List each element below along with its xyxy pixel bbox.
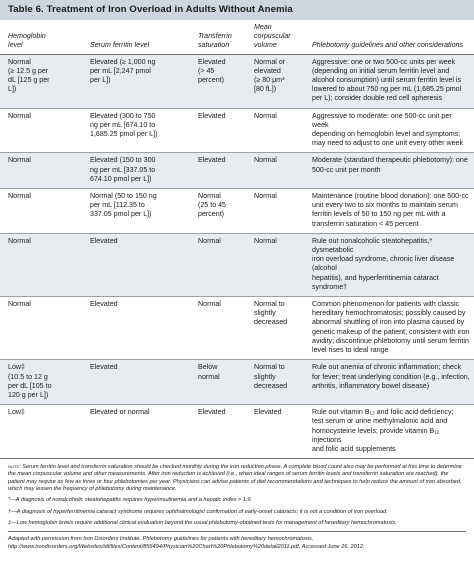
footnote-cataract: †—A diagnosis of hyperferritinemia cataract syndrome requires ophthalmologist confirmation of early-onset cataracts; it is not a condition of iron overload. — [8, 508, 388, 515]
table-row — [0, 189, 474, 234]
cell-mcv: Normal — [246, 233, 304, 296]
cell-guidelines: Moderate (standard therapeutic phlebotomy): one 500-cc unit per month — [304, 153, 474, 189]
table-row — [0, 405, 474, 459]
cell-transferrin: Elevated — [190, 153, 246, 189]
table-notes — [0, 459, 474, 551]
footnote-low-hemoglobin: ‡—Low hemoglobin levels require additional clinical evaluation beyond the usual phlebotomy-obtained tests for management of hereditary hemochromatosis. — [8, 519, 397, 526]
cell-mcv: Normal to slightly decreased — [246, 297, 304, 360]
cell-transferrin: Normal — [190, 297, 246, 360]
note-label: note: — [8, 464, 21, 471]
cell-serum-ferritin: Elevated (≥ 1,000 ng per mL [2,247 pmol per L]) — [82, 54, 190, 108]
table-row — [0, 360, 474, 405]
cell-serum-ferritin: Elevated — [82, 297, 190, 360]
cell-mcv: Elevated — [246, 405, 304, 459]
cell-mcv: Normal or elevated (≥ 80 μm³ [80 fL]) — [246, 54, 304, 108]
cell-serum-ferritin: Elevated (150 to 300 ng per mL [337.05 to 674.10 pmol per L]) — [82, 153, 190, 189]
source-citation: Adapted with permission from Iron Disorders Institute. Phlebotomy guidelines for patients with hereditary hemochromatosis. http://www.irondisorders.org/Websites/idi/files/Content/856494/Physician%20Chart%20Phlebotomy%20detail2011.pdf. Accessed June 26, 2012. — [8, 536, 365, 550]
cell-transferrin: Below normal — [190, 360, 246, 405]
table-row — [0, 153, 474, 189]
cell-hemoglobin: Normal — [0, 233, 82, 296]
table-row — [0, 233, 474, 296]
cell-hemoglobin: Low‡ (10.5 to 12 g per dL [105 to 120 g per L]) — [0, 360, 82, 405]
header-mean-corpuscular-volume: Mean corpuscular volume — [246, 20, 304, 54]
cell-guidelines: Common phenomenon for patients with classic hereditary hemochromatosis; possibly caused by abnormal shuttling of iron into plasma caused by genetic makeup of the patient; consistent with iron avidity; discontinue phlebotomy until serum ferritin level rises to ideal range — [304, 297, 474, 360]
cell-transferrin: Elevated — [190, 405, 246, 459]
cell-serum-ferritin: Elevated — [82, 360, 190, 405]
header-transferrin-saturation: Transferrin saturation — [190, 20, 246, 54]
cell-mcv: Normal — [246, 108, 304, 153]
header-hemoglobin: Hemoglobin level — [0, 20, 82, 54]
cell-serum-ferritin: Elevated or normal — [82, 405, 190, 459]
cell-guidelines: Aggressive to moderate: one 500-cc unit per week depending on hemoglobin level and symptoms; may need to adjust to one unit every other week — [304, 108, 474, 153]
cell-guidelines: Rule out nonalcoholic steatohepatitis,* dysmetabolic iron overload syndrome, chronic liver disease (alcohol hepatitis), and hyperferritinemia cataract syndrome† — [304, 233, 474, 296]
cell-hemoglobin: Normal — [0, 189, 82, 234]
cell-hemoglobin: Normal — [0, 153, 82, 189]
cell-transferrin: Normal (25 to 45 percent) — [190, 189, 246, 234]
table-row — [0, 54, 474, 108]
cell-transferrin: Elevated — [190, 108, 246, 153]
cell-serum-ferritin: Normal (50 to 150 ng per mL [112.35 to 337.05 pmol per L]) — [82, 189, 190, 234]
cell-guidelines: Rule out anemia of chronic inflammation; check for fever; treat underlying condition (e.g., infection, arthritis, inflammatory bowel disease) — [304, 360, 474, 405]
cell-guidelines: Maintenance (routine blood donation): one 500-cc unit every two to six months to maintain serum ferritin levels of 50 to 150 ng per mL with a transferrin saturation < 45 percent — [304, 189, 474, 234]
cell-hemoglobin: Normal — [0, 297, 82, 360]
cell-guidelines: Rule out vitamin B₁₂ and folic acid deficiency; test serum or urine methylmalonic acid and homocysteine levels; provide vitamin B₁₂ injections and folic acid supplements — [304, 405, 474, 459]
cell-hemoglobin: Normal — [0, 108, 82, 153]
cell-mcv: Normal to slightly decreased — [246, 360, 304, 405]
cell-mcv: Normal — [246, 189, 304, 234]
header-row — [0, 20, 474, 54]
cell-hemoglobin: Low‡ — [0, 405, 82, 459]
iron-overload-table — [0, 20, 474, 459]
divider — [8, 531, 466, 532]
cell-guidelines: Aggressive: one or two 500-cc units per week (depending on initial serum ferritin level and alcohol consumption) until serum ferritin level is lowered to about 750 ng per mL (1,685.25 pmol per L); consider double red cell apheresis — [304, 54, 474, 108]
cell-transferrin: Elevated (> 45 percent) — [190, 54, 246, 108]
cell-serum-ferritin: Elevated (300 to 750 ng per mL [674.10 to 1,685.25 pmol per L]) — [82, 108, 190, 153]
cell-mcv: Normal — [246, 153, 304, 189]
header-serum-ferritin: Serum ferritin level — [82, 20, 190, 54]
note-paragraph — [8, 464, 466, 493]
note-text: Serum ferritin level and transferrin saturation should be checked monthly during the iron reduction phase. A complete blood count also may be performed at this time to determine the mean corpuscular volume and other measurements. After iron reduction is achieved (i.e., when ideal ranges of serum ferritin levels and transferrin saturation are reached), the patient may require as few as three or four phlebotomies per year. Physicians can advise patients of diet recommendations and techniques to help reduce the amount of iron absorbed, which may lessen the frequency of phlebotomy during maintenance. — [8, 464, 462, 493]
table-row — [0, 108, 474, 153]
table-title: Table 6. Treatment of Iron Overload in Adults Without Anemia — [0, 0, 474, 20]
header-phlebotomy-guidelines: Phlebotomy guidelines and other considerations — [304, 20, 474, 54]
cell-hemoglobin: Normal (≥ 12.5 g per dL [125 g per L]) — [0, 54, 82, 108]
footnote-nash: *—A diagnosis of nonalcoholic steatohepatitis requires hyperinsulinemia and a hepatic index > 1.9. — [8, 497, 253, 504]
table-row — [0, 297, 474, 360]
cell-serum-ferritin: Elevated — [82, 233, 190, 296]
cell-transferrin: Normal — [190, 233, 246, 296]
